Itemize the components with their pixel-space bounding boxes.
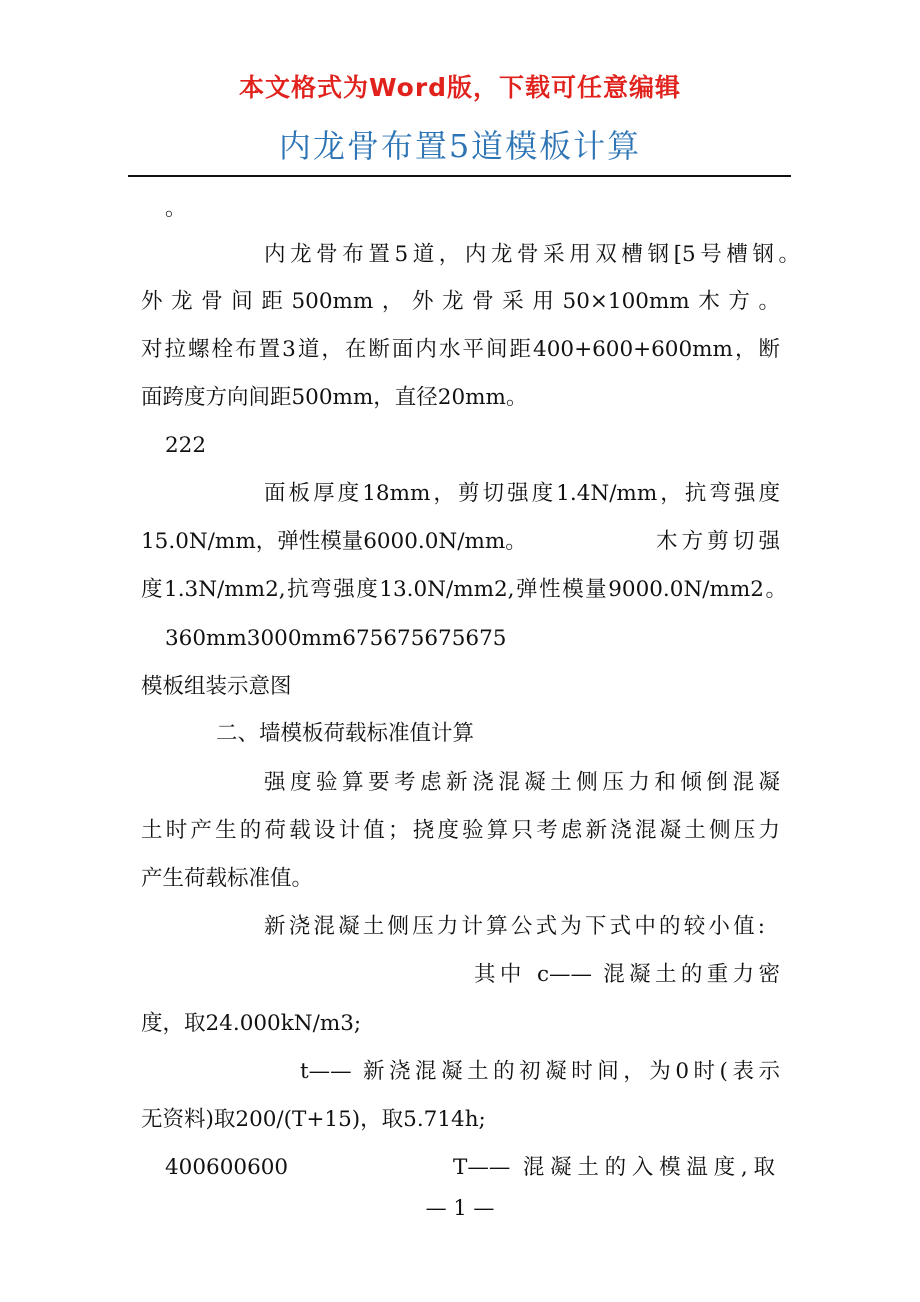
text-line: 360mm3000mm675675675675 (165, 626, 507, 651)
text-line: 度，取24.000kN/m3; (141, 1011, 362, 1036)
page-number: — 1 — (425, 1196, 495, 1220)
text-line: 222 (165, 433, 207, 458)
text-line: 。 (165, 196, 187, 221)
text-line: 土时产生的荷载设计值；挠度验算只考虑新浇混凝土侧压力 (141, 818, 780, 843)
text-line: 度1.3N/mm2,抗弯强度13.0N/mm2,弹性模量9000.0N/mm2。 (141, 577, 787, 602)
text-line: 外龙骨间距500mm，外龙骨采用50×100mm木方。 (141, 289, 780, 314)
document-title: 内龙骨布置5道模板计算 (278, 127, 642, 165)
text-line: 面板厚度18mm，剪切强度1.4N/mm，抗弯强度 (264, 481, 780, 506)
text-line: 产生荷载标准值。 (141, 866, 314, 891)
text-line: 木方剪切强 (656, 529, 780, 554)
text-line: t—— 新浇混凝土的初凝时间，为0时(表示 (300, 1059, 780, 1084)
text-line: 400600600 (165, 1155, 289, 1180)
text-line: 15.0N/mm，弹性模量6000.0N/mm。 (141, 529, 527, 554)
text-line: T—— 混凝土的入模温度,取 (453, 1155, 775, 1180)
text-line: 强度验算要考虑新浇混凝土侧压力和倾倒混凝 (264, 770, 780, 795)
text-line: 模板组装示意图 (141, 674, 292, 699)
format-notice-banner: 本文格式为Word版，下载可任意编辑 (238, 73, 682, 102)
text-line: 面跨度方向间距500mm，直径20mm。 (141, 385, 528, 410)
section-heading: 二、墙模板荷载标准值计算 (216, 721, 475, 746)
text-line: 内龙骨布置5道，内龙骨采用双槽钢[5号槽钢。 (264, 242, 800, 267)
text-line: 其中 c—— 混凝土的重力密 (474, 962, 780, 987)
text-line: 对拉螺栓布置3道，在断面内水平间距400+600+600mm，断 (141, 337, 780, 362)
title-divider (128, 175, 791, 177)
text-line: 新浇混凝土侧压力计算公式为下式中的较小值: (264, 914, 765, 939)
text-line: 无资料)取200/(T+15)，取5.714h; (141, 1107, 486, 1132)
